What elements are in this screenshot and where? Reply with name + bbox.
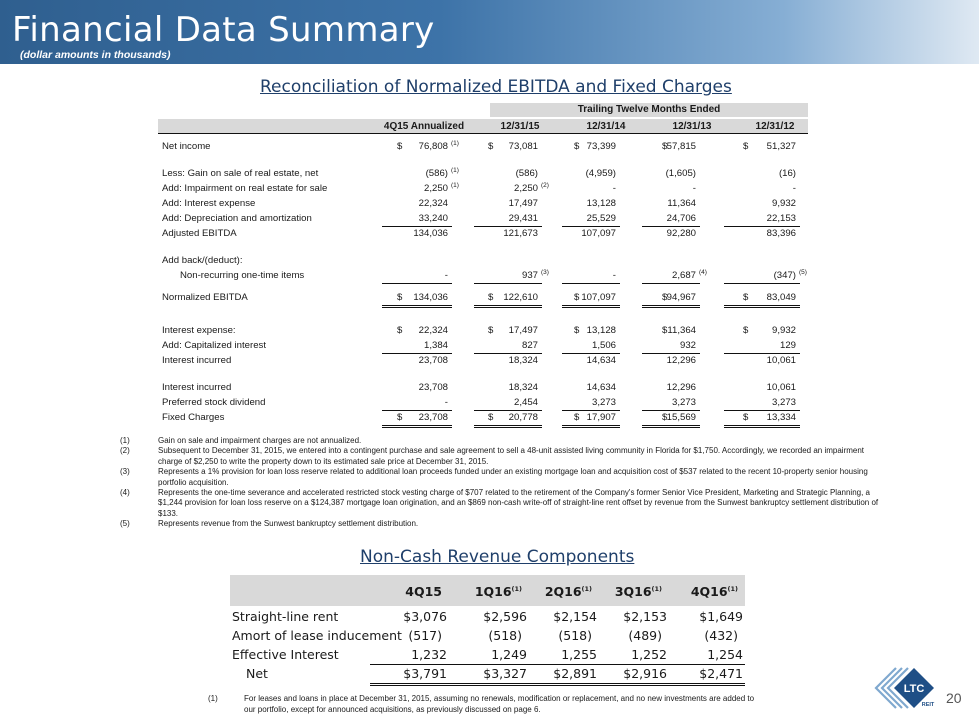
- recon-row-interest: [158, 197, 808, 211]
- row-label: Adjusted EBITDA: [162, 228, 237, 239]
- value-cell: 134,036: [413, 228, 448, 239]
- value-cell: (432): [704, 628, 738, 643]
- row-label: Amort of lease inducement: [232, 628, 402, 643]
- value-cell: 121,673: [503, 228, 538, 239]
- noncash-col-header: 3Q16$^{(1)}$: [614, 584, 662, 599]
- value-cell: 17,497: [508, 198, 538, 209]
- page-number: 20: [946, 690, 962, 706]
- footnote-ref: (1): [451, 167, 459, 174]
- recon-row-norm-ebitda: [158, 291, 808, 305]
- recon-row-pref-div: [158, 396, 808, 410]
- value-cell: 1,506: [591, 340, 616, 351]
- underline: [382, 283, 452, 284]
- value-cell: 9,932: [771, 198, 796, 209]
- row-label: Effective Interest: [232, 647, 339, 662]
- row-label: Less: Gain on sale of real estate, net: [162, 168, 319, 179]
- double-underline: [382, 425, 452, 428]
- noncash-col-header: 1Q16$^{(1)}$: [474, 584, 522, 599]
- value-cell: (518): [488, 628, 522, 643]
- underline: [370, 664, 745, 665]
- row-label: Interest incurred: [162, 382, 232, 393]
- underline: [724, 283, 800, 284]
- value-cell: 3,273: [591, 397, 616, 408]
- row-label: Interest incurred: [162, 355, 232, 366]
- row-label: Fixed Charges: [162, 412, 225, 423]
- footnote-ref: (1): [451, 140, 459, 147]
- value-cell: 11,364: [667, 198, 696, 209]
- logo-text: LTC: [903, 683, 925, 695]
- footnote-4: (4) Represents the one-time severance and accelerated restricted stock vesting charge of $707 related to the retirement of the Company's former Senior Vice President, Marketing and Strategic Planning, a $1,244 provision for loan loss reserve on a $124,387 mortgage loan origination, and an $869 non-cash write-off of straight-line rent offset by revenue from the Sunwest bankruptcy settlement distribution of $133.: [120, 488, 879, 518]
- value-cell: 23,708: [418, 382, 448, 393]
- value-cell: 29,431: [508, 213, 538, 224]
- recon-row-int-inc: [158, 354, 808, 368]
- footnote-ref: (1): [581, 584, 592, 593]
- row-label: Add: Depreciation and amortization: [162, 213, 312, 224]
- value-cell: 22,153: [766, 213, 796, 224]
- value-cell: 2,250: [513, 183, 538, 194]
- double-underline: [370, 683, 745, 686]
- value-cell: 18,324: [508, 382, 538, 393]
- value-cell: $2,153: [623, 609, 667, 624]
- value-cell: (586): [425, 168, 448, 179]
- recon-title: Reconciliation of Normalized EBITDA and Fixed Charges: [260, 77, 732, 97]
- row-label: Normalized EBITDA: [162, 292, 248, 303]
- value-cell: 9,932: [771, 325, 796, 336]
- row-label: Add: Interest expense: [162, 198, 256, 209]
- value-cell: 15,569: [666, 412, 696, 423]
- double-underline: [724, 425, 800, 428]
- footnote-ref: (3): [541, 269, 549, 276]
- value-cell: 73,399: [586, 141, 616, 152]
- value-cell: 2,250: [423, 183, 448, 194]
- trailing-header: Trailing Twelve Months Ended: [490, 103, 808, 117]
- double-underline: [562, 425, 620, 428]
- logo-subtext: REIT: [921, 702, 935, 708]
- footnote-1: (1) Gain on sale and impairment charges are not annualized.: [120, 436, 362, 445]
- value-cell: 1,249: [491, 647, 527, 662]
- currency-sign: $: [743, 325, 749, 336]
- currency-sign: $: [397, 412, 403, 423]
- col-header-4q15: 4Q15 Annualized: [383, 121, 465, 132]
- double-underline: [382, 305, 452, 308]
- row-label: Add back/(deduct):: [162, 255, 243, 266]
- value-cell: $2,471: [699, 666, 743, 681]
- value-cell: 13,334: [766, 412, 796, 423]
- value-cell: 107,097: [581, 228, 616, 239]
- currency-sign: $: [574, 412, 580, 423]
- value-cell: 10,061: [766, 355, 796, 366]
- value-cell: 134,036: [413, 292, 448, 303]
- currency-sign: $: [488, 141, 494, 152]
- value-cell: 18,324: [508, 355, 538, 366]
- value-cell: 2,454: [513, 397, 538, 408]
- value-cell: (489): [628, 628, 662, 643]
- currency-sign: $: [743, 141, 749, 152]
- recon-row-depreciation: [158, 212, 808, 226]
- footnote-ref: (1): [651, 584, 662, 593]
- noncash-col-header: 4Q16$^{(1)}$: [690, 584, 738, 599]
- footnote-ref: (1): [727, 584, 738, 593]
- noncash-title: Non-Cash Revenue Components: [360, 547, 635, 567]
- value-cell: 17,907: [586, 412, 616, 423]
- value-cell: 14,634: [586, 355, 616, 366]
- value-cell: 129: [779, 340, 796, 351]
- recon-row-fixed: [158, 411, 808, 425]
- value-cell: 14,634: [586, 382, 616, 393]
- value-cell: (518): [558, 628, 592, 643]
- col-header-2013: 12/31/13: [672, 121, 712, 132]
- value-cell: -: [444, 270, 448, 281]
- currency-sign: $: [397, 141, 403, 152]
- row-label: Add: Impairment on real estate for sale: [162, 183, 328, 194]
- row-label: Straight-line rent: [232, 609, 339, 624]
- footnotes: [120, 436, 880, 530]
- value-cell: 937: [521, 270, 538, 281]
- double-underline: [642, 305, 700, 308]
- value-cell: 122,610: [503, 292, 538, 303]
- currency-sign: $: [397, 292, 403, 303]
- value-cell: (4,959): [585, 168, 616, 179]
- footnote-5: (5) Represents revenue from the Sunwest bankruptcy settlement distribution.: [120, 519, 419, 529]
- recon-row-impairment: [158, 182, 808, 196]
- row-label: Interest expense:: [162, 325, 236, 336]
- footnote-ref: (2): [541, 182, 549, 189]
- double-underline: [474, 305, 542, 308]
- value-cell: 1,252: [631, 647, 667, 662]
- footnote-ref: (5): [799, 269, 807, 276]
- row-label: Net: [246, 666, 268, 681]
- value-cell: -: [692, 183, 696, 194]
- noncash-col-header: 2Q16$^{(1)}$: [544, 584, 592, 599]
- value-cell: 107,097: [581, 292, 616, 303]
- currency-sign: $: [743, 412, 749, 423]
- value-cell: (1,605): [665, 168, 696, 179]
- noncash-row: [230, 646, 745, 664]
- col-header-2015: 12/31/15: [500, 121, 540, 132]
- value-cell: 10,061: [766, 382, 796, 393]
- currency-sign: $: [662, 292, 668, 303]
- recon-row-adj-ebitda: [158, 227, 808, 241]
- value-cell: $1,649: [699, 609, 743, 624]
- header-banner: [0, 0, 979, 64]
- value-cell: 1,254: [707, 647, 743, 662]
- page-subtitle: (dollar amounts in thousands): [20, 49, 171, 61]
- row-label: Preferred stock dividend: [162, 397, 266, 408]
- value-cell: 20,778: [508, 412, 538, 423]
- value-cell: (16): [778, 168, 796, 179]
- currency-sign: $: [488, 325, 494, 336]
- value-cell: $2,154: [553, 609, 597, 624]
- value-cell: 1,384: [423, 340, 448, 351]
- value-cell: 1,255: [561, 647, 597, 662]
- value-cell: $3,327: [483, 666, 527, 681]
- recon-row-int-inc2: [158, 381, 808, 395]
- value-cell: 827: [521, 340, 538, 351]
- value-cell: $3,076: [403, 609, 447, 624]
- currency-sign: $: [662, 141, 668, 152]
- underline: [474, 283, 542, 284]
- value-cell: $2,916: [623, 666, 667, 681]
- value-cell: 932: [679, 340, 696, 351]
- value-cell: 1,232: [411, 647, 447, 662]
- value-cell: 23,708: [418, 355, 448, 366]
- underline: [562, 283, 620, 284]
- value-cell: 23,708: [418, 412, 448, 423]
- value-cell: -: [444, 397, 448, 408]
- row-label: Net income: [162, 141, 211, 152]
- currency-sign: $: [397, 325, 403, 336]
- col-header-2014: 12/31/14: [586, 121, 626, 132]
- currency-sign: $: [488, 292, 494, 303]
- value-cell: 12,296: [666, 355, 696, 366]
- value-cell: 92,280: [666, 228, 696, 239]
- col-header-2012: 12/31/12: [755, 121, 795, 132]
- value-cell: 51,327: [766, 141, 796, 152]
- row-label: Non-recurring one-time items: [180, 270, 305, 281]
- value-cell: -: [612, 183, 616, 194]
- value-cell: 13,128: [586, 325, 616, 336]
- value-cell: 94,967: [666, 292, 696, 303]
- currency-sign: $: [743, 292, 749, 303]
- currency-sign: $: [662, 325, 668, 336]
- value-cell: 3,273: [671, 397, 696, 408]
- footnote-ref: (1): [511, 584, 522, 593]
- value-cell: -: [612, 270, 616, 281]
- recon-row-gain: [158, 167, 808, 181]
- currency-sign: $: [662, 412, 668, 423]
- value-cell: 25,529: [586, 213, 616, 224]
- value-cell: -: [792, 183, 796, 194]
- noncash-row: [230, 627, 745, 645]
- value-cell: (347): [773, 270, 796, 281]
- value-cell: 57,815: [666, 141, 696, 152]
- value-cell: $2,891: [553, 666, 597, 681]
- value-cell: 3,273: [771, 397, 796, 408]
- currency-sign: $: [574, 325, 580, 336]
- value-cell: 17,497: [508, 325, 538, 336]
- footnote-3: (3) Represents a 1% provision for loan loss reserve related to additional loan proceeds funded under an existing mortgage loan and acquisition cost of $537 related to the recent 10-property senior housing portfolio acquisition.: [120, 467, 868, 487]
- value-cell: $2,596: [483, 609, 527, 624]
- noncash-row: [230, 665, 745, 683]
- value-cell: 2,687: [671, 270, 696, 281]
- footnote-2: (2) Subsequent to December 31, 2015, we entered into a contingent purchase and sale agreement to sell a 48-unit assisted living community in Florida for $1,750. Accordingly, we recorded an impairment charge of $2,250 to write the property down to its estimated sale price at December 31, 2015.: [120, 446, 865, 466]
- value-cell: $3,791: [403, 666, 447, 681]
- underline: [642, 283, 700, 284]
- row-label: Add: Capitalized interest: [162, 340, 266, 351]
- noncash-row: [230, 608, 745, 626]
- ltc-logo-mark: [866, 664, 940, 712]
- value-cell: 13,128: [586, 198, 616, 209]
- double-underline: [562, 305, 620, 308]
- value-cell: 33,240: [418, 213, 448, 224]
- currency-sign: $: [488, 412, 494, 423]
- page-title: Financial Data Summary: [12, 10, 435, 50]
- double-underline: [724, 305, 800, 308]
- value-cell: 83,049: [766, 292, 796, 303]
- recon-row-nonrecurring: [158, 269, 808, 283]
- ltc-logo: [866, 664, 940, 712]
- currency-sign: $: [574, 141, 580, 152]
- recon-row-net-income: [158, 140, 808, 154]
- value-cell: (517): [408, 628, 442, 643]
- value-cell: 22,324: [418, 325, 448, 336]
- value-cell: 83,396: [766, 228, 796, 239]
- value-cell: 12,296: [666, 382, 696, 393]
- value-cell: 73,081: [508, 141, 538, 152]
- value-cell: 22,324: [418, 198, 448, 209]
- double-underline: [474, 425, 542, 428]
- recon-row-cap-int: [158, 339, 808, 353]
- recon-row-addback: [158, 254, 808, 268]
- value-cell: 76,808: [418, 141, 448, 152]
- currency-sign: $: [574, 292, 580, 303]
- recon-row-int-exp: [158, 324, 808, 338]
- footnote-ref: (4): [699, 269, 707, 276]
- double-underline: [642, 425, 700, 428]
- footnote-ref: (1): [451, 182, 459, 189]
- value-cell: 24,706: [666, 213, 696, 224]
- value-cell: 11,364: [667, 325, 696, 336]
- noncash-col-header: 4Q15: [405, 584, 442, 599]
- value-cell: (586): [515, 168, 538, 179]
